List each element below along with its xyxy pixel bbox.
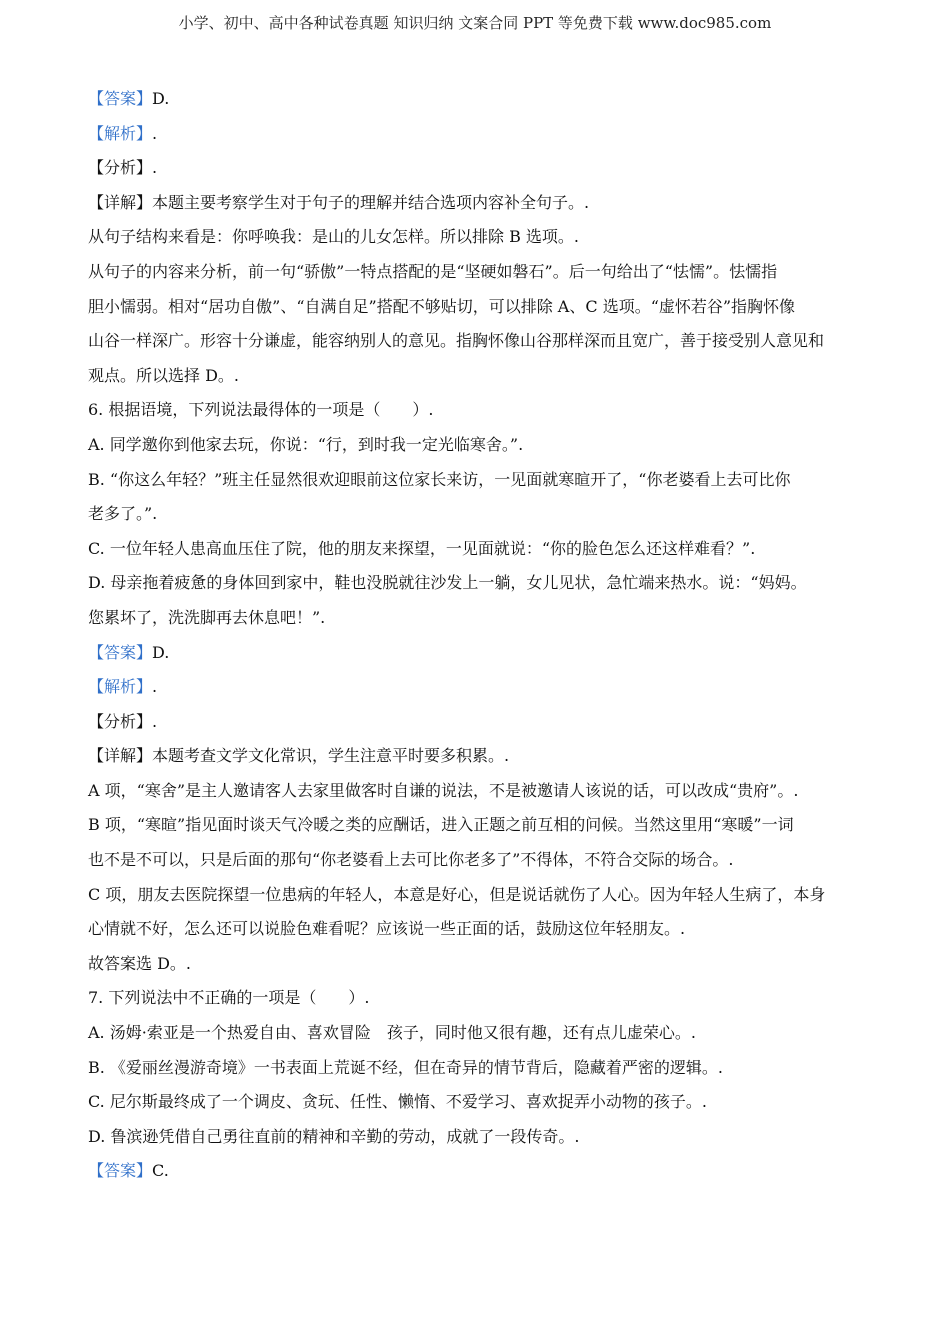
section-tag: 【解析】 [88,677,153,697]
line-text: 6. 根据语境，下列说法最得体的一项是（ ）. [88,400,434,420]
line-text: 从句子结构来看是：你呼唤我：是山的儿女怎样。所以排除 B 选项。. [88,227,580,247]
line-text: C 项，朋友去医院探望一位患病的年轻人，本意是好心，但是说话就伤了人心。因为年轻人生病了，本身 [88,884,826,904]
section-tag: 【解析】 [88,123,153,143]
text-line [88,255,868,290]
text-line [88,1154,868,1189]
line-text: A. 汤姆·索亚是一个热爱自由、喜欢冒险 孩子，同时他又很有趣，还有点儿虚荣心。. [88,1023,696,1043]
section-tag: 【分析】 [88,158,153,178]
line-text: C. 尼尔斯最终成了一个调皮、贪玩、任性、懒惰、不爱学习、喜欢捉弄小动物的孩子。. [88,1092,707,1112]
text-line [88,705,868,740]
text-line [88,636,868,671]
text-line [88,497,868,532]
line-text: . [152,711,158,731]
line-text: A. 同学邀你到他家去玩，你说：“行，到时我一定光临寒舍。”. [88,434,524,454]
section-tag: 【答案】 [88,642,153,662]
text-line [88,912,868,947]
text-line [88,739,868,774]
text-line [88,359,868,394]
text-line [88,670,868,705]
section-tag: 【详解】 [88,746,153,766]
line-text: . [152,677,158,697]
line-text: D. [152,89,170,108]
text-line [88,1120,868,1155]
line-text: 胆小懦弱。相对“居功自傲”、“自满自足”搭配不够贴切，可以排除 A、C 选项。“虚怀若谷”指胸怀像 [88,296,796,316]
text-line [88,290,868,325]
text-line [88,843,868,878]
text-line [88,1085,868,1120]
line-text: 故答案选 D。. [88,953,192,973]
line-text: 本题主要考察学生对于句子的理解并结合选项内容补全句子。. [152,192,590,212]
text-line [88,393,868,428]
text-line [88,428,868,463]
text-line [88,220,868,255]
text-line [88,808,868,843]
line-text: 老多了。”. [88,504,158,524]
text-line [88,186,868,221]
section-tag: 【详解】 [88,192,153,212]
text-line [88,1051,868,1086]
section-tag: 【答案】 [88,89,153,108]
line-text: D. [152,642,170,662]
line-text: . [152,158,158,178]
text-line [88,82,868,117]
text-line [88,981,868,1016]
section-tag: 【答案】 [88,1161,153,1181]
line-text: B. 《爱丽丝漫游奇境》一书表面上荒诞不经，但在奇异的情节背后，隐藏着严密的逻辑。. [88,1057,724,1077]
document-body [88,82,868,1189]
text-line [88,463,868,498]
text-line [88,324,868,359]
line-text: D. 母亲拖着疲惫的身体回到家中，鞋也没脱就往沙发上一躺，女儿见状，急忙端来热水。说：“妈妈。 [88,573,807,593]
text-line [88,117,868,152]
page-header: 小学、初中、高中各种试卷真题 知识归纳 文案合同 PPT 等免费下载 www.doc985.com [178,14,772,32]
line-text: C. 一位年轻人患高血压住了院，他的朋友来探望，一见面就说：“你的脸色怎么还这样难看？”. [88,538,756,558]
text-line [88,601,868,636]
text-line [88,151,868,186]
line-text: 观点。所以选择 D。. [88,365,240,385]
line-text: . [152,123,158,143]
line-text: 从句子的内容来分析，前一句“骄傲”一特点搭配的是“坚硬如磐石”。后一句给出了“怯懦”。怯懦指 [88,261,778,281]
text-line [88,1016,868,1051]
text-line [88,774,868,809]
line-text: 您累坏了，洗洗脚再去休息吧！”. [88,607,326,627]
line-text: 本题考查文学文化常识，学生注意平时要多积累。. [152,746,510,766]
text-line [88,566,868,601]
line-text: 山谷一样深广。形容十分谦虚，能容纳别人的意见。指胸怀像山谷那样深而且宽广，善于接受别人意见和 [88,331,825,351]
line-text: B 项，“寒暄”指见面时谈天气冷暖之类的应酬话，进入正题之前互相的问候。当然这里用“寒暖”一词 [88,815,794,835]
line-text: C. [152,1161,169,1181]
line-text: 心情就不好，怎么还可以说脸色难看呢？应该说一些正面的话，鼓励这位年轻朋友。. [88,919,686,939]
line-text: A 项，“寒舍”是主人邀请客人去家里做客时自谦的说法，不是被邀请人该说的话，可以改成“贵府”。. [88,780,799,800]
line-text: 也不是不可以，只是后面的那句“你老婆看上去可比你老多了”不得体，不符合交际的场合。. [88,850,734,870]
text-line [88,532,868,567]
line-text: D. 鲁滨逊凭借自己勇往直前的精神和辛勤的劳动，成就了一段传奇。. [88,1126,580,1146]
line-text: B. “你这么年轻？”班主任显然很欢迎眼前这位家长来访，一见面就寒暄开了，“你老婆看上去可比你 [88,469,791,489]
section-tag: 【分析】 [88,711,153,731]
line-text: 7. 下列说法中不正确的一项是（ ）. [88,988,370,1008]
text-line [88,947,868,982]
text-line [88,878,868,913]
